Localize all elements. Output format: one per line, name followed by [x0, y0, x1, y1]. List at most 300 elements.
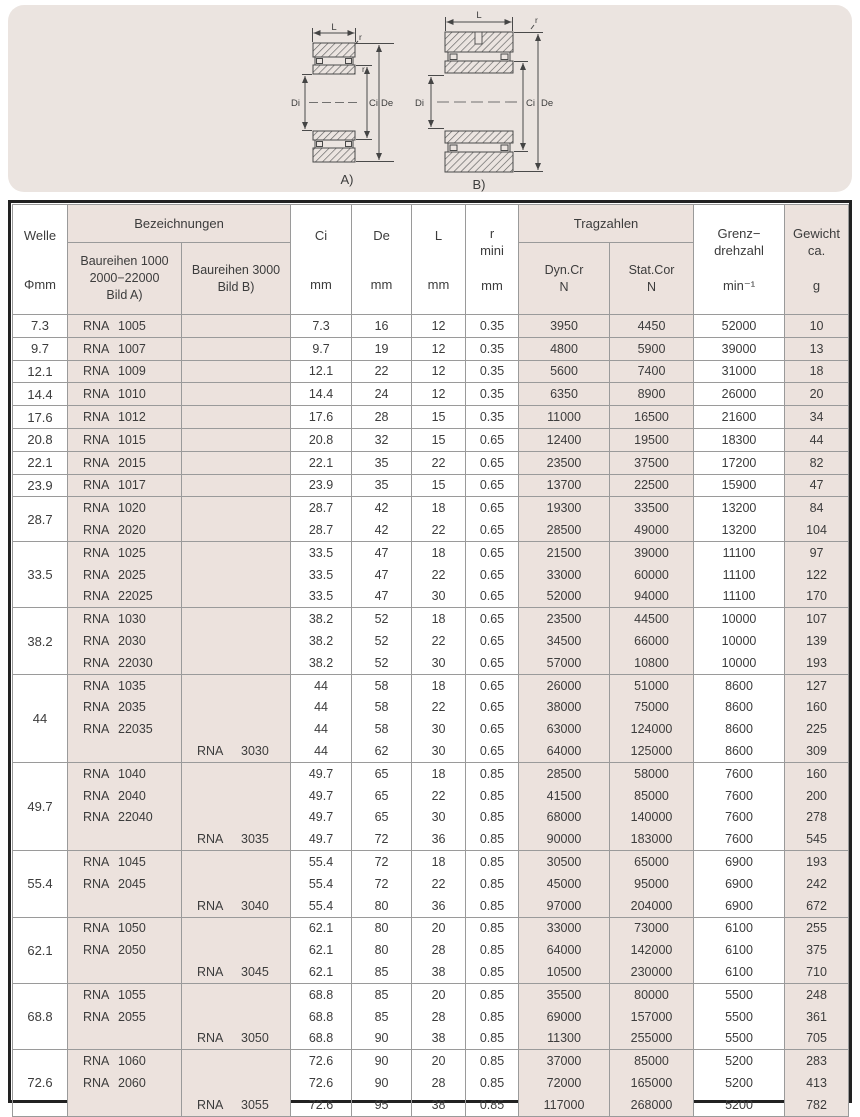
grenzdrehzahl-value: 13200	[694, 519, 785, 541]
gewicht-value: 13	[785, 337, 849, 360]
designation-series-b: RNA 3040	[182, 895, 291, 917]
r-mini-value: 0.65	[466, 497, 519, 519]
stat-cor-value: 268000	[610, 1094, 694, 1116]
dyn-cr-value: 4800	[519, 337, 610, 360]
dyn-cr-value: 11000	[519, 406, 610, 429]
table-row	[13, 851, 849, 873]
l-value: 30	[412, 718, 466, 740]
stat-cor-value: 58000	[610, 762, 694, 784]
designation-series-a: RNA 2060	[68, 1072, 182, 1094]
l-value: 20	[412, 917, 466, 939]
de-value: 90	[352, 1050, 412, 1072]
stat-cor-value: 183000	[610, 828, 694, 850]
designation-series-b	[182, 851, 291, 873]
l-value: 12	[412, 337, 466, 360]
r-mini-value: 0.35	[466, 360, 519, 383]
designation-series-a: RNA 1012	[68, 406, 182, 429]
stat-cor-value: 7400	[610, 360, 694, 383]
gewicht-value: 710	[785, 961, 849, 983]
grenzdrehzahl-value: 5500	[694, 1006, 785, 1028]
gewicht-value: 413	[785, 1072, 849, 1094]
ci-value: 55.4	[291, 873, 352, 895]
ci-value: 72.6	[291, 1094, 352, 1116]
de-value: 80	[352, 917, 412, 939]
grenzdrehzahl-value: 8600	[694, 740, 785, 762]
designation-series-a: RNA 2025	[68, 564, 182, 586]
designation-series-a: RNA 22025	[68, 586, 182, 608]
table-row	[13, 1072, 849, 1094]
stat-cor-value: 39000	[610, 541, 694, 563]
l-value: 22	[412, 873, 466, 895]
table-row	[13, 785, 849, 807]
table-row	[13, 718, 849, 740]
designation-series-a	[68, 895, 182, 917]
gewicht-value: 170	[785, 586, 849, 608]
ci-value: 44	[291, 740, 352, 762]
designation-series-b	[182, 337, 291, 360]
designation-series-b	[182, 762, 291, 784]
de-value: 58	[352, 718, 412, 740]
l-value: 22	[412, 564, 466, 586]
designation-series-b: RNA 3050	[182, 1028, 291, 1050]
gewicht-value: 18	[785, 360, 849, 383]
designation-series-a: RNA 1015	[68, 428, 182, 451]
l-value: 12	[412, 315, 466, 338]
de-value: 35	[352, 474, 412, 497]
designation-series-a	[68, 740, 182, 762]
designation-series-a: RNA 2035	[68, 697, 182, 719]
stat-cor-value: 165000	[610, 1072, 694, 1094]
r-mini-value: 0.65	[466, 541, 519, 563]
r-mini-value: 0.85	[466, 983, 519, 1005]
l-value: 18	[412, 674, 466, 696]
designation-series-a: RNA 1045	[68, 851, 182, 873]
r-mini-value: 0.85	[466, 1050, 519, 1072]
ci-value: 33.5	[291, 541, 352, 563]
stat-cor-value: 51000	[610, 674, 694, 696]
ci-value: 55.4	[291, 851, 352, 873]
col-header-ci: Ci mm	[291, 205, 352, 315]
de-value: 90	[352, 1028, 412, 1050]
de-value: 65	[352, 807, 412, 829]
ci-value: 9.7	[291, 337, 352, 360]
table-row	[13, 674, 849, 696]
grenzdrehzahl-value: 11100	[694, 586, 785, 608]
designation-series-b	[182, 674, 291, 696]
figure-a-drawing	[288, 12, 400, 188]
stat-cor-value: 80000	[610, 983, 694, 1005]
l-value: 38	[412, 961, 466, 983]
grenzdrehzahl-value: 5200	[694, 1050, 785, 1072]
gewicht-value: 139	[785, 630, 849, 652]
gewicht-value: 127	[785, 674, 849, 696]
gewicht-value: 672	[785, 895, 849, 917]
dyn-cr-value: 34500	[519, 630, 610, 652]
ci-value: 62.1	[291, 939, 352, 961]
dyn-cr-value: 68000	[519, 807, 610, 829]
welle-value: 9.7	[13, 337, 68, 360]
de-value: 28	[352, 406, 412, 429]
stat-cor-value: 73000	[610, 917, 694, 939]
designation-series-a: RNA 2055	[68, 1006, 182, 1028]
col-header-stat-cor: Stat.Cor N	[610, 243, 694, 315]
l-value: 18	[412, 851, 466, 873]
figure-b-caption: B)	[472, 177, 486, 192]
designation-series-a: RNA 1005	[68, 315, 182, 338]
welle-value: 49.7	[13, 762, 68, 850]
stat-cor-value: 19500	[610, 428, 694, 451]
designation-series-b	[182, 917, 291, 939]
designation-series-b	[182, 1006, 291, 1028]
dyn-cr-value: 30500	[519, 851, 610, 873]
de-value: 58	[352, 674, 412, 696]
ci-value: 44	[291, 697, 352, 719]
designation-series-a: RNA 2015	[68, 451, 182, 474]
grenzdrehzahl-value: 7600	[694, 762, 785, 784]
grenzdrehzahl-value: 7600	[694, 785, 785, 807]
grenzdrehzahl-value: 10000	[694, 630, 785, 652]
ci-value: 68.8	[291, 1006, 352, 1028]
grenzdrehzahl-value: 17200	[694, 451, 785, 474]
dyn-cr-value: 52000	[519, 586, 610, 608]
dim-label-de: De	[541, 98, 554, 109]
stat-cor-value: 124000	[610, 718, 694, 740]
l-value: 38	[412, 1094, 466, 1116]
stat-cor-value: 4450	[610, 315, 694, 338]
gewicht-value: 283	[785, 1050, 849, 1072]
grenzdrehzahl-value: 18300	[694, 428, 785, 451]
r-mini-value: 0.85	[466, 807, 519, 829]
col-header-bezeichnungen: Bezeichnungen	[68, 205, 291, 243]
l-value: 18	[412, 541, 466, 563]
table-row	[13, 337, 849, 360]
col-header-grenzdrehzahl: Grenz− drehzahl min⁻¹	[694, 205, 785, 315]
de-value: 72	[352, 828, 412, 850]
gewicht-value: 255	[785, 917, 849, 939]
stat-cor-value: 16500	[610, 406, 694, 429]
figure-b-drawing	[412, 8, 558, 192]
designation-series-b	[182, 785, 291, 807]
stat-cor-value: 140000	[610, 807, 694, 829]
dim-label-r-top: r	[359, 32, 362, 42]
r-mini-value: 0.85	[466, 1072, 519, 1094]
de-value: 42	[352, 519, 412, 541]
designation-series-b	[182, 497, 291, 519]
ci-value: 49.7	[291, 762, 352, 784]
gewicht-value: 361	[785, 1006, 849, 1028]
dyn-cr-value: 64000	[519, 939, 610, 961]
grenzdrehzahl-value: 52000	[694, 315, 785, 338]
col-header-series-b: Baureihen 3000 Bild B)	[182, 243, 291, 315]
grenzdrehzahl-value: 15900	[694, 474, 785, 497]
stat-cor-value: 85000	[610, 785, 694, 807]
designation-series-b	[182, 1050, 291, 1072]
grenzdrehzahl-value: 11100	[694, 564, 785, 586]
dim-label-l: L	[476, 10, 482, 21]
welle-value: 28.7	[13, 497, 68, 542]
grenzdrehzahl-value: 6100	[694, 939, 785, 961]
l-value: 15	[412, 428, 466, 451]
r-mini-value: 0.65	[466, 674, 519, 696]
grenzdrehzahl-value: 5200	[694, 1072, 785, 1094]
dyn-cr-value: 64000	[519, 740, 610, 762]
gewicht-value: 20	[785, 383, 849, 406]
dyn-cr-value: 26000	[519, 674, 610, 696]
designation-series-b	[182, 519, 291, 541]
gewicht-value: 705	[785, 1028, 849, 1050]
l-value: 36	[412, 895, 466, 917]
designation-series-a: RNA 1060	[68, 1050, 182, 1072]
welle-value: 38.2	[13, 608, 68, 674]
designation-series-b	[182, 983, 291, 1005]
table-row	[13, 740, 849, 762]
designation-series-a	[68, 1028, 182, 1050]
stat-cor-value: 66000	[610, 630, 694, 652]
ci-value: 38.2	[291, 630, 352, 652]
dim-label-ci: Ci	[369, 98, 378, 109]
dyn-cr-value: 12400	[519, 428, 610, 451]
ci-value: 44	[291, 718, 352, 740]
gewicht-value: 193	[785, 851, 849, 873]
de-value: 47	[352, 586, 412, 608]
col-header-r-mini: r mini mm	[466, 205, 519, 315]
designation-series-a: RNA 1055	[68, 983, 182, 1005]
de-value: 47	[352, 541, 412, 563]
de-value: 85	[352, 983, 412, 1005]
table-header	[13, 205, 849, 315]
gewicht-value: 225	[785, 718, 849, 740]
table-row	[13, 383, 849, 406]
dim-label-de: De	[381, 98, 394, 109]
dyn-cr-value: 11300	[519, 1028, 610, 1050]
ci-value: 62.1	[291, 917, 352, 939]
grenzdrehzahl-value: 26000	[694, 383, 785, 406]
ci-value: 12.1	[291, 360, 352, 383]
table-row	[13, 873, 849, 895]
grenzdrehzahl-value: 5500	[694, 983, 785, 1005]
table-row	[13, 762, 849, 784]
dyn-cr-value: 90000	[519, 828, 610, 850]
dyn-cr-value: 72000	[519, 1072, 610, 1094]
r-mini-value: 0.85	[466, 1094, 519, 1116]
dyn-cr-value: 69000	[519, 1006, 610, 1028]
designation-series-a: RNA 2040	[68, 785, 182, 807]
l-value: 30	[412, 807, 466, 829]
dim-label-ci: Ci	[526, 98, 535, 109]
ci-value: 22.1	[291, 451, 352, 474]
table-row	[13, 917, 849, 939]
table-row	[13, 961, 849, 983]
designation-series-b	[182, 807, 291, 829]
table-row	[13, 428, 849, 451]
stat-cor-value: 5900	[610, 337, 694, 360]
stat-cor-value: 125000	[610, 740, 694, 762]
grenzdrehzahl-value: 11100	[694, 541, 785, 563]
l-value: 12	[412, 383, 466, 406]
ci-value: 72.6	[291, 1050, 352, 1072]
dim-label-r-inner: r	[362, 64, 365, 74]
designation-series-b	[182, 406, 291, 429]
r-mini-value: 0.65	[466, 718, 519, 740]
r-mini-value: 0.35	[466, 383, 519, 406]
spec-table	[12, 204, 849, 1117]
ci-value: 38.2	[291, 652, 352, 674]
r-mini-value: 0.35	[466, 406, 519, 429]
designation-series-a: RNA 1007	[68, 337, 182, 360]
ci-value: 62.1	[291, 961, 352, 983]
table-row	[13, 608, 849, 630]
r-mini-value: 0.65	[466, 630, 519, 652]
de-value: 47	[352, 564, 412, 586]
de-value: 42	[352, 497, 412, 519]
r-mini-value: 0.65	[466, 586, 519, 608]
dyn-cr-value: 23500	[519, 451, 610, 474]
grenzdrehzahl-value: 7600	[694, 828, 785, 850]
col-header-gewicht: Gewicht ca. g	[785, 205, 849, 315]
welle-value: 12.1	[13, 360, 68, 383]
figure-a-caption: A)	[340, 172, 354, 187]
gewicht-value: 242	[785, 873, 849, 895]
designation-series-b	[182, 697, 291, 719]
stat-cor-value: 10800	[610, 652, 694, 674]
de-value: 85	[352, 1006, 412, 1028]
ci-value: 49.7	[291, 807, 352, 829]
de-value: 22	[352, 360, 412, 383]
l-value: 20	[412, 983, 466, 1005]
ci-value: 14.4	[291, 383, 352, 406]
designation-series-b	[182, 652, 291, 674]
designation-series-a: RNA 2020	[68, 519, 182, 541]
dim-label-di: Di	[415, 98, 424, 109]
designation-series-b	[182, 541, 291, 563]
gewicht-value: 44	[785, 428, 849, 451]
welle-value: 44	[13, 674, 68, 762]
gewicht-value: 160	[785, 762, 849, 784]
grenzdrehzahl-value: 7600	[694, 807, 785, 829]
l-value: 30	[412, 652, 466, 674]
col-header-de: De mm	[352, 205, 412, 315]
r-mini-value: 0.35	[466, 337, 519, 360]
designation-series-a: RNA 2045	[68, 873, 182, 895]
designation-series-b	[182, 873, 291, 895]
r-mini-value: 0.85	[466, 873, 519, 895]
gewicht-value: 47	[785, 474, 849, 497]
r-mini-value: 0.35	[466, 315, 519, 338]
grenzdrehzahl-value: 6900	[694, 873, 785, 895]
designation-series-b	[182, 1072, 291, 1094]
spec-table-body	[13, 315, 849, 1117]
stat-cor-value: 22500	[610, 474, 694, 497]
r-mini-value: 0.65	[466, 564, 519, 586]
r-mini-value: 0.85	[466, 939, 519, 961]
ci-value: 28.7	[291, 519, 352, 541]
table-row	[13, 474, 849, 497]
welle-value: 7.3	[13, 315, 68, 338]
table-row	[13, 519, 849, 541]
r-mini-value: 0.85	[466, 1028, 519, 1050]
dyn-cr-value: 33000	[519, 917, 610, 939]
table-row	[13, 895, 849, 917]
de-value: 80	[352, 895, 412, 917]
l-value: 18	[412, 497, 466, 519]
grenzdrehzahl-value: 6100	[694, 961, 785, 983]
l-value: 22	[412, 785, 466, 807]
stat-cor-value: 37500	[610, 451, 694, 474]
dyn-cr-value: 57000	[519, 652, 610, 674]
grenzdrehzahl-value: 6900	[694, 895, 785, 917]
de-value: 35	[352, 451, 412, 474]
grenzdrehzahl-value: 8600	[694, 674, 785, 696]
dyn-cr-value: 63000	[519, 718, 610, 740]
grenzdrehzahl-value: 39000	[694, 337, 785, 360]
gewicht-value: 545	[785, 828, 849, 850]
dyn-cr-value: 5600	[519, 360, 610, 383]
l-value: 22	[412, 630, 466, 652]
gewicht-value: 200	[785, 785, 849, 807]
l-value: 22	[412, 451, 466, 474]
r-mini-value: 0.65	[466, 608, 519, 630]
dyn-cr-value: 28500	[519, 762, 610, 784]
ci-value: 72.6	[291, 1072, 352, 1094]
gewicht-value: 193	[785, 652, 849, 674]
de-value: 65	[352, 762, 412, 784]
designation-series-a: RNA 2050	[68, 939, 182, 961]
ci-value: 33.5	[291, 586, 352, 608]
dyn-cr-value: 23500	[519, 608, 610, 630]
table-row	[13, 697, 849, 719]
designation-series-a: RNA 1025	[68, 541, 182, 563]
de-value: 62	[352, 740, 412, 762]
l-value: 18	[412, 762, 466, 784]
de-value: 52	[352, 630, 412, 652]
designation-series-b	[182, 451, 291, 474]
dyn-cr-value: 97000	[519, 895, 610, 917]
r-mini-value: 0.65	[466, 428, 519, 451]
table-row	[13, 541, 849, 563]
r-mini-value: 0.85	[466, 895, 519, 917]
stat-cor-value: 255000	[610, 1028, 694, 1050]
designation-series-a: RNA 22035	[68, 718, 182, 740]
dyn-cr-value: 3950	[519, 315, 610, 338]
l-value: 20	[412, 1050, 466, 1072]
gewicht-value: 104	[785, 519, 849, 541]
welle-value: 33.5	[13, 541, 68, 607]
gewicht-value: 122	[785, 564, 849, 586]
dim-label-di: Di	[291, 98, 300, 109]
gewicht-value: 34	[785, 406, 849, 429]
stat-cor-value: 8900	[610, 383, 694, 406]
designation-series-b: RNA 3035	[182, 828, 291, 850]
de-value: 52	[352, 652, 412, 674]
grenzdrehzahl-value: 10000	[694, 652, 785, 674]
gewicht-value: 10	[785, 315, 849, 338]
designation-series-a: RNA 1009	[68, 360, 182, 383]
ci-value: 55.4	[291, 895, 352, 917]
table-row	[13, 1028, 849, 1050]
table-row	[13, 315, 849, 338]
de-value: 65	[352, 785, 412, 807]
l-value: 28	[412, 1006, 466, 1028]
stat-cor-value: 204000	[610, 895, 694, 917]
designation-series-b	[182, 383, 291, 406]
stat-cor-value: 95000	[610, 873, 694, 895]
designation-series-a: RNA 2030	[68, 630, 182, 652]
r-mini-value: 0.65	[466, 519, 519, 541]
gewicht-value: 97	[785, 541, 849, 563]
ci-value: 38.2	[291, 608, 352, 630]
de-value: 16	[352, 315, 412, 338]
dyn-cr-value: 28500	[519, 519, 610, 541]
